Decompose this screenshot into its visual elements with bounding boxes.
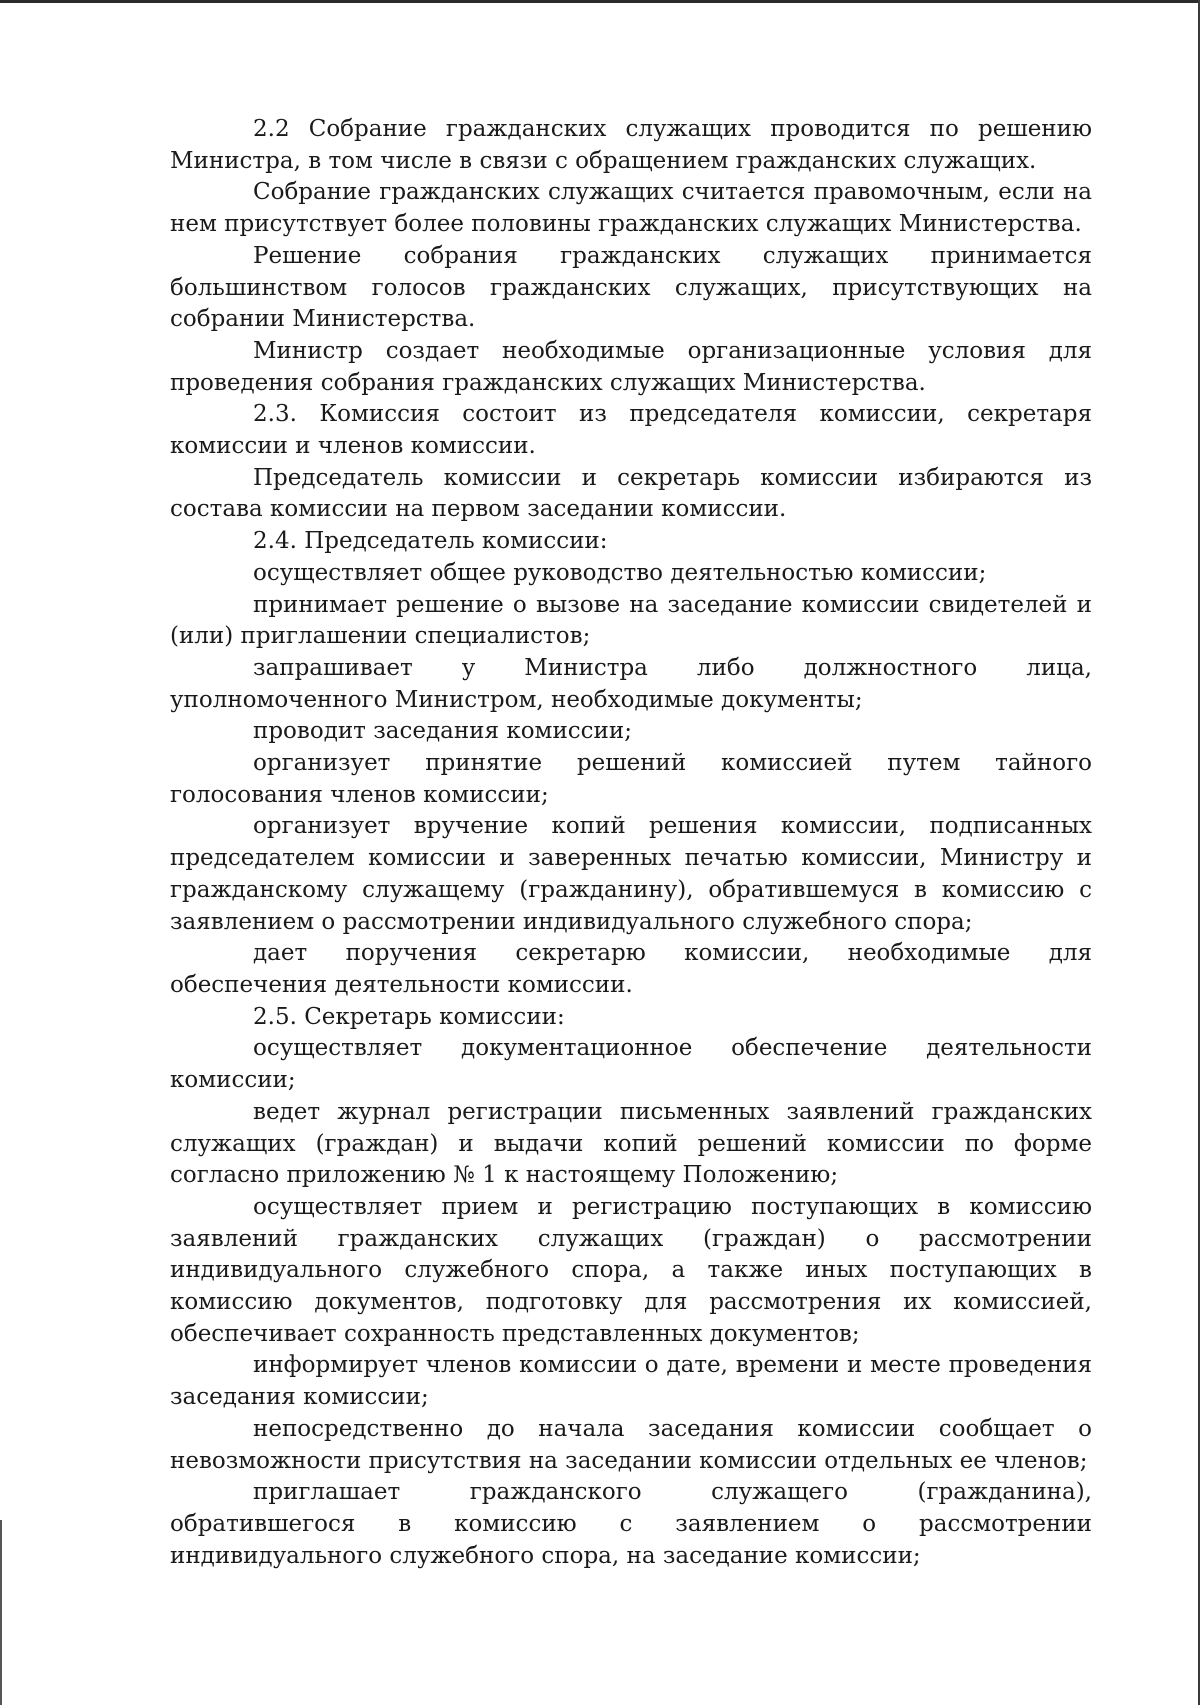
list-item-secretary-absence: непосредственно до начала заседания комиссии сообщает о невозможности присутствия на заседании комиссии отдельных ее членов;	[170, 1415, 1092, 1474]
paragraph-2-4-heading: 2.4. Председатель комиссии:	[253, 528, 608, 555]
scan-edge-top	[0, 0, 1200, 3]
list-item-chair-witnesses: принимает решение о вызове на заседание комиссии свидетелей и (или) приглашении специалистов;	[170, 591, 1092, 650]
list-item-chair-general: осуществляет общее руководство деятельностью комиссии;	[253, 559, 987, 586]
list-item-chair-voting: организует принятие решений комиссией путем тайного голосования членов комиссии;	[170, 750, 1092, 808]
paragraph-2-2: 2.2 Собрание гражданских служащих проводится по решению Министра, в том числе в связи с обращением гражданских служащих.	[170, 116, 1092, 174]
list-item-chair-meetings: проводит заседания комиссии;	[253, 718, 632, 745]
list-item-chair-documents: запрашивает у Министра либо должностного лица, уполномоченного Министром, необходимые документы;	[170, 654, 1092, 713]
list-item-secretary-invite: приглашает гражданского служащего (гражданина), обратившегося в комиссию с заявлением о рассмотрении индивидуального служебного спора, на заседание комиссии;	[170, 1479, 1092, 1569]
paragraph-quorum: Собрание гражданских служащих считается правомочным, если на нем присутствует более половины гражданских служащих Министерства.	[170, 179, 1092, 238]
paragraph-2-3: 2.3. Комиссия состоит из председателя комиссии, секретаря комиссии и членов комиссии.	[170, 401, 1092, 460]
list-item-secretary-docs: осуществляет документационное обеспечение деятельности комиссии;	[170, 1035, 1092, 1094]
list-item-chair-orders: дает поручения секретарю комиссии, необходимые для обеспечения деятельности комиссии.	[170, 940, 1092, 998]
list-item-chair-copies: организует вручение копий решения комиссии, подписанных председателем комиссии и заверенных печатью комиссии, Министру и гражданскому служащему (гражданину), обратившемуся в комиссию с заявлением о рассмотрении индивидуального служебного спора;	[170, 813, 1092, 935]
paragraph-majority-vote: Решение собрания гражданских служащих принимается большинством голосов гражданских служащих, присутствующих на собрании Министерства.	[170, 242, 1092, 333]
scan-edge-left	[0, 1520, 2, 1705]
list-item-secretary-registration: осуществляет прием и регистрацию поступающих в комиссию заявлений гражданских служащих (граждан) о рассмотрении индивидуального служебного спора, а также иных поступающих в комиссию документов, подготовку для рассмотрения их комиссией, обеспечивает сохранность представленных документов;	[170, 1193, 1092, 1347]
paragraph-chair-election: Председатель комиссии и секретарь комиссии избираются из состава комиссии на первом заседании комиссии.	[170, 464, 1092, 523]
paragraph-2-5-heading: 2.5. Секретарь комиссии:	[253, 1003, 565, 1030]
list-item-secretary-inform: информирует членов комиссии о дате, времени и месте проведения заседания комиссии;	[170, 1352, 1092, 1411]
paragraph-minister-conditions: Министр создает необходимые организационные условия для проведения собрания гражданских служащих Министерства.	[170, 337, 1092, 396]
list-item-secretary-journal: ведет журнал регистрации письменных заявлений гражданских служащих (граждан) и выдачи копий решений комиссии по форме согласно приложению № 1 к настоящему Положению;	[170, 1098, 1092, 1189]
document-body	[170, 114, 1092, 1572]
